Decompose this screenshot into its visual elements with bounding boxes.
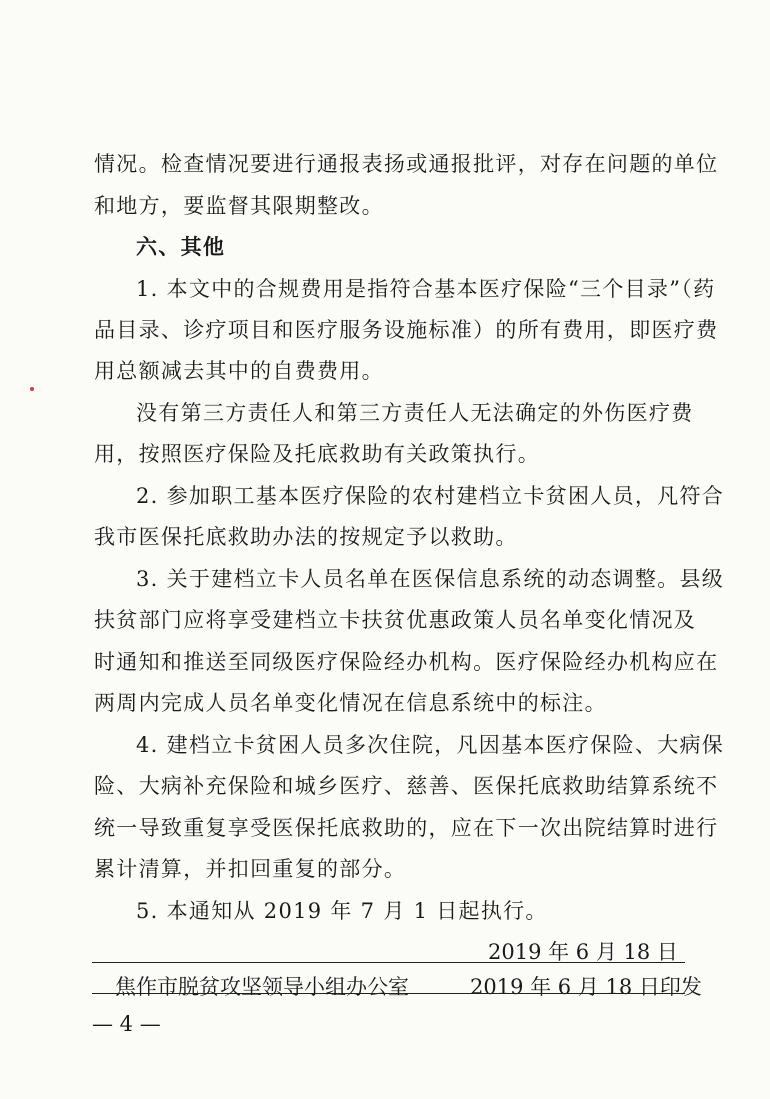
body-line: 品目录、诊疗项目和医疗服务设施标准）的所有费用，即医疗费 bbox=[94, 318, 719, 342]
footer-issuer: 焦作市脱贫攻坚领导小组办公室 bbox=[115, 975, 409, 999]
body-line: 我市医保托底救助办法的按规定予以救助。 bbox=[94, 525, 518, 549]
signature-date: 2019 年 6 月 18 日 bbox=[488, 940, 678, 964]
footer-bottom-rule bbox=[92, 993, 685, 994]
body-line: 用总额减去其中的自费费用。 bbox=[94, 359, 384, 383]
body-line: 没有第三方责任人和第三方责任人无法确定的外伤医疗费 bbox=[136, 401, 694, 425]
body-line: 用，按照医疗保险及托底救助有关政策执行。 bbox=[94, 442, 540, 466]
ink-dot bbox=[30, 387, 34, 391]
body-line: 两周内完成人员名单变化情况在信息系统中的标注。 bbox=[94, 691, 607, 715]
body-line: 时通知和推送至同级医疗保险经办机构。医疗保险经办机构应在 bbox=[94, 650, 719, 674]
body-line: 情况。检查情况要进行通报表扬或通报批评，对存在问题的单位 bbox=[94, 152, 719, 176]
footer-issue-date: 2019 年 6 月 18 日印发 bbox=[470, 975, 702, 999]
body-line: 1. 本文中的合规费用是指符合基本医疗保险“三个目录”（药 bbox=[136, 277, 716, 301]
body-line: 2. 参加职工基本医疗保险的农村建档立卡贫困人员，凡符合 bbox=[136, 484, 725, 508]
page-number: — 4 — bbox=[92, 1012, 161, 1036]
body-line: 扶贫部门应将享受建档立卡扶贫优惠政策人员名单变化情况及 bbox=[94, 608, 697, 632]
body-line: 5. 本通知从 2019 年 7 月 1 日起执行。 bbox=[136, 899, 548, 923]
footer-top-rule bbox=[92, 962, 685, 963]
body-line: 统一导致重复享受医保托底救助的，应在下一次出院结算时进行 bbox=[94, 816, 719, 840]
body-line: 4. 建档立卡贫困人员多次住院，凡因基本医疗保险、大病保 bbox=[136, 733, 725, 757]
body-line: 和地方，要监督其限期整改。 bbox=[94, 194, 384, 218]
body-line: 累计清算，并扣回重复的部分。 bbox=[94, 857, 407, 881]
body-line: 险、大病补充保险和城乡医疗、慈善、医保托底救助结算系统不 bbox=[94, 774, 719, 798]
body-line: 3. 关于建档立卡人员名单在医保信息系统的动态调整。县级 bbox=[136, 567, 725, 591]
section-heading: 六、其他 bbox=[136, 235, 226, 259]
